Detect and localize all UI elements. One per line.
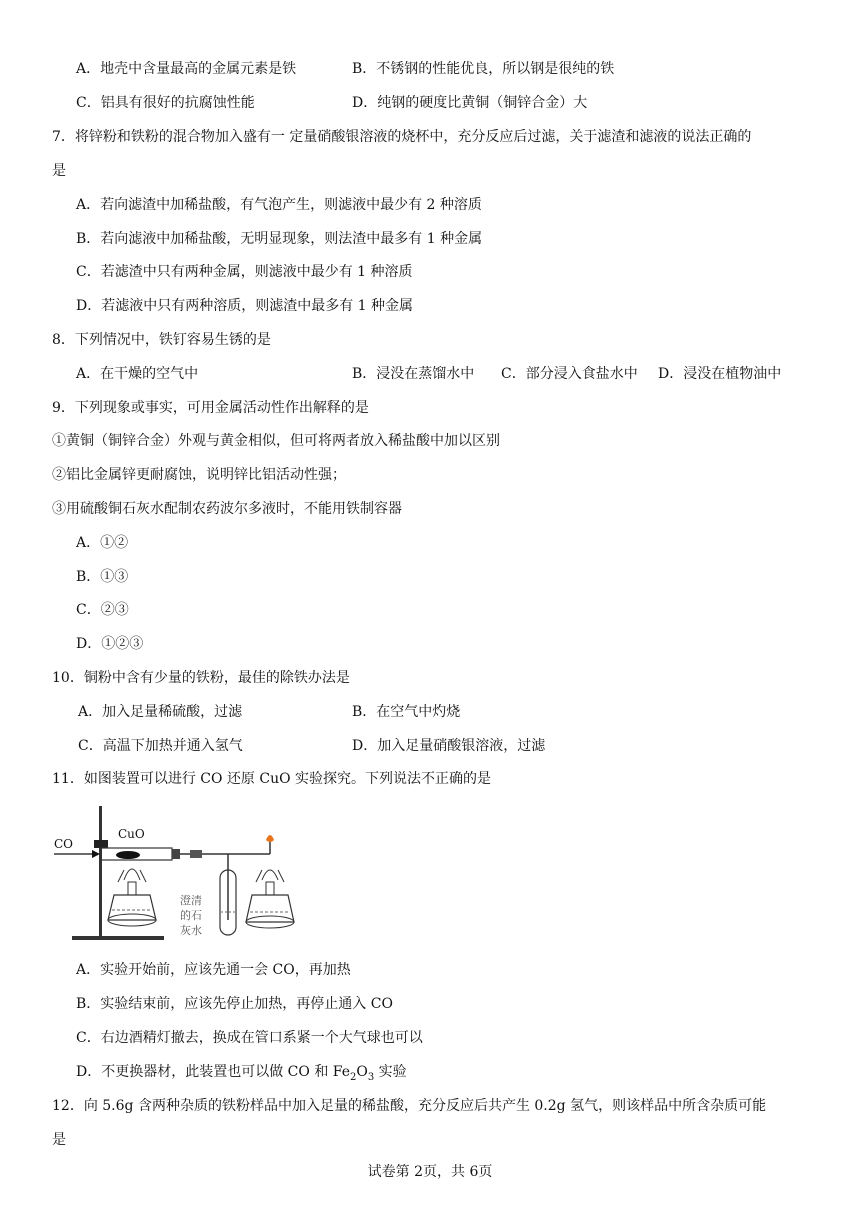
page-footer: 试卷第 2页，共 6页 (367, 1164, 493, 1180)
q7-option-b: B．若向滤液中加稀盐酸，无明显现象，则法渣中最多有 1 种金属 (76, 231, 483, 247)
q7-stem-line2: 是 (52, 163, 66, 179)
q9-option-d: D．①②③ (76, 636, 144, 652)
label-limewater-1: 澄清 (180, 894, 202, 907)
q10-option-b: B．在空气中灼烧 (352, 704, 461, 720)
q11-option-d-suffix: 实验 (374, 1064, 407, 1080)
cuo-powder (116, 851, 140, 859)
q10-option-c: C．高温下加热并通入氢气 (78, 738, 243, 754)
label-cuo: CuO (118, 827, 145, 841)
q10-option-a: A．加入足量稀硫酸，过滤 (78, 704, 243, 720)
q9-option-c: C．②③ (76, 602, 129, 618)
q11-option-d-sub1: 2 (350, 1071, 357, 1083)
q9-option-b: B．①③ (76, 569, 129, 585)
outlet-flame (266, 835, 274, 842)
q10-option-d: D．加入足量硝酸银溶液，过滤 (352, 738, 546, 754)
co-reduction-apparatus-figure (52, 800, 312, 945)
stopper (172, 849, 180, 859)
q6-option-c: C．铝具有很好的抗腐蚀性能 (76, 95, 255, 111)
rubber-joint (190, 850, 202, 858)
q9-statement-3: ③用硫酸铜石灰水配制农药波尔多液时，不能用铁制容器 (52, 501, 402, 517)
q8-stem: 8．下列情况中，铁钉容易生锈的是 (52, 332, 271, 348)
q11-stem: 11．如图装置可以进行 CO 还原 CuO 实验探究。下列说法不正确的是 (52, 771, 492, 787)
q6-option-b: B．不锈钢的性能优良，所以钢是很纯的铁 (352, 61, 615, 77)
q11-option-a: A．实验开始前，应该先通一会 CO，再加热 (76, 962, 351, 978)
q11-option-d-sub2: 3 (367, 1071, 375, 1083)
q8-option-a: A．在干燥的空气中 (76, 366, 199, 382)
stand-rod (99, 806, 102, 937)
q8-option-d: D．浸没在植物油中 (658, 366, 782, 382)
q8-option-c: C．部分浸入食盐水中 (501, 366, 638, 382)
q7-option-c: C．若滤渣中只有两种金属，则滤液中最少有 1 种溶质 (76, 264, 413, 280)
stand-base (72, 936, 164, 940)
label-co: CO (54, 837, 74, 851)
q10-stem: 10．铜粉中含有少量的铁粉，最佳的除铁办法是 (52, 670, 350, 686)
q12-stem-line2: 是 (52, 1132, 66, 1148)
q9-stem: 9．下列现象或事实，可用金属活动性作出解释的是 (52, 400, 369, 416)
left-alcohol-lamp (108, 895, 156, 920)
q11-option-b: B．实验结束前，应该先停止加热，再停止通入 CO (76, 996, 393, 1012)
q9-statement-1: ①黄铜（铜锌合金）外观与黄金相似，但可将两者放入稀盐酸中加以区别 (52, 433, 500, 449)
label-limewater-3: 灰水 (180, 924, 202, 937)
q11-option-d-mid: O (356, 1064, 368, 1080)
q6-option-d: D．纯钢的硬度比黄铜（铜锌合金）大 (352, 95, 588, 111)
q12-stem-line1: 12．向 5.6g 含两种杂质的铁粉样品中加入足量的稀盐酸，充分反应后共产生 0.2g 氢气，则该样品中所含杂质可能 (52, 1098, 767, 1114)
q7-option-a: A．若向滤渣中加稀盐酸，有气泡产生，则滤液中最少有 2 种溶质 (76, 197, 482, 213)
q9-statement-2: ②铝比金属锌更耐腐蚀，说明锌比铝活动性强； (52, 467, 346, 483)
q8-option-b: B．浸没在蒸馏水中 (352, 366, 475, 382)
label-limewater-2: 的石 (180, 909, 202, 922)
q11-option-d (76, 1062, 407, 1088)
q11-option-c: C．右边酒精灯撤去，换成在管口系紧一个大气球也可以 (76, 1030, 423, 1046)
q7-stem-line1: 7．将锌粉和铁粉的混合物加入盛有一 定量硝酸银溶液的烧杯中，充分反应后过滤，关于滤渣和滤液的说法正确的 (52, 129, 752, 145)
q11-option-d-prefix: D．不更换器材，此装置也可以做 CO 和 Fe (76, 1064, 350, 1080)
q6-option-a: A．地壳中含量最高的金属元素是铁 (76, 61, 297, 77)
q7-option-d: D．若滤液中只有两种溶质，则滤渣中最多有 1 种金属 (76, 298, 414, 314)
clamp (94, 840, 108, 848)
q9-option-a: A．①② (76, 535, 129, 551)
